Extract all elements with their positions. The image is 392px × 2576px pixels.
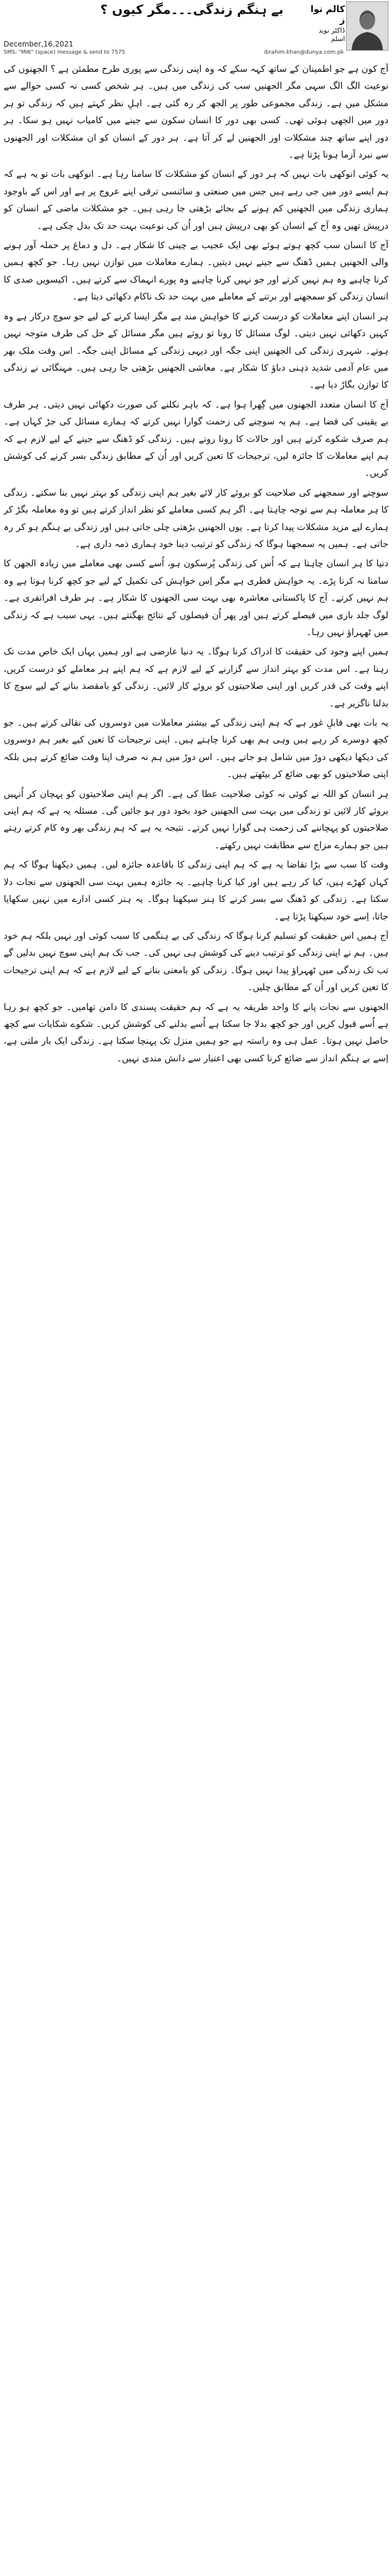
author-photo [346, 1, 388, 51]
article-paragraph: سوچنے اور سمجھنے کی صلاحیت کو بروئے کار لائے بغیر ہم اپنی زندگی کو بہتر نہیں بنا سکتے۔ زندگی کا ہر معاملہ ہم سے توجہ چاہتا ہے۔ اگر ہم کسی معاملے کو نظر انداز کرتے ہیں تو وہ معاملہ بگڑ کر ہمارے لیے مزید مشکلات پیدا کرتا ہے۔ یوں الجھنیں بڑھتی چلی جاتی ہیں اور زندگی بے ہنگم ہو کر رہ جاتی ہے۔ ہمیں یہ سمجھنا ہوگا کہ زندگی کو ترتیب دینا خود ہماری ذمہ داری ہے۔ [4, 487, 388, 549]
sms-instruction: SMS: "MIK" (space) message & send to 7575 [4, 50, 125, 56]
article-paragraph: آج ہمیں اس حقیقت کو تسلیم کرنا ہوگا کہ زندگی کی بے ہنگمی کا سبب کوئی اور نہیں بلکہ ہم خود ہیں۔ ہم نے اپنی زندگی کو ترتیب دینے کی کوشش ہی نہیں کی۔ جب تک ہم اپنی سوچ نہیں بدلیں گے تب تک زندگی میں ٹھہراؤ پیدا نہیں ہوگا۔ زندگی کو بامعنی بنانے کے لیے لازم ہے کہ ہم اپنی ترجیحات کا تعین کریں اور اُن کے مطابق چلیں۔ [4, 930, 388, 993]
column-name: کالم نوا ز [310, 4, 345, 25]
article-paragraph: دنیا کا ہر انسان چاہتا ہے کہ اُس کی زندگی پُرسکون ہو، اُسے کسی بھی معاملے میں زیادہ الجھن کا سامنا نہ کرنا پڑے۔ یہ خواہش فطری ہے مگر اِس خواہش کی تکمیل کے لیے جو کچھ کرنا ہوتا ہے وہ ہم نہیں کرتے۔ آج کا پاکستانی معاشرہ بھی بہت سی الجھنوں کا شکار ہے۔ ہر طرف افراتفری ہے۔ لوگ جلد بازی میں فیصلے کرتے ہیں اور پھر اُن فیصلوں کے نتائج بھگتتے ہیں۔ یہی سبب ہے کہ زندگی میں ٹھہراؤ نہیں رہا۔ [4, 558, 388, 638]
column-header [0, 0, 392, 58]
article-paragraph: یہ کوئی انوکھی بات نہیں کہ ہر دور کے انسان کو مشکلات کا سامنا رہا ہے۔ انوکھی بات تو یہ ہے کہ ہم ایسے دور میں جی رہے ہیں جس میں صنعتی و سائنسی ترقی اپنے عروج پر ہے اور اس کے باوجود ہماری زندگی میں الجھنیں کم ہونے کے بجائے بڑھتی جا رہی ہیں۔ جو مشکلات ماضی کے انسان کو درپیش تھیں وہ آج کے انسان کو بھی درپیش ہیں اور اُن کی نوعیت بہت حد تک بدل چکی ہے۔ [4, 168, 388, 231]
article-paragraph: یہ بات بھی قابلِ غور ہے کہ ہم اپنی زندگی کے بیشتر معاملات میں دوسروں کی نقالی کرتے ہیں۔ جو کچھ دوسرے کر رہے ہیں وہی ہم بھی کرنا چاہتے ہیں۔ اپنی ترجیحات کا تعین کیے بغیر ہم دوسروں کی دیکھا دیکھی دوڑ میں شامل ہو جاتے ہیں۔ اس دوڑ میں ہم نہ صرف اپنا وقت ضائع کرتے ہیں بلکہ اپنی صلاحیتوں کو بھی ضائع کر بیٹھتے ہیں۔ [4, 717, 388, 780]
article-paragraph: ہمیں اپنے وجود کی حقیقت کا ادراک کرنا ہوگا۔ یہ دنیا عارضی ہے اور ہمیں یہاں ایک خاص مدت تک رہنا ہے۔ اس مدت کو بہتر انداز سے گزارنے کے لیے لازم ہے کہ ہم اپنے ہر معاملے کو درست کریں، اپنے وقت کی قدر کریں اور اپنی صلاحیتوں کو بروئے کار لائیں۔ زندگی کو بامقصد بنانے کے لیے سوچ کا بدلنا ناگزیر ہے۔ [4, 646, 388, 709]
author-name: ڈاکٹر نوید اسلم [318, 27, 345, 43]
article-paragraph: آج کا انسان متعدد الجھنوں میں گِھرا ہوا ہے۔ کہ باہر نکلنے کی صورت دکھائی نہیں دیتی۔ ہر طرف بے یقینی کی فضا ہے۔ ہم یہ سوچنے کی زحمت گوارا نہیں کرتے کہ ہمارے مسائل کی جڑ کہاں ہے۔ ہم صرف شکوے کرتے ہیں اور حالات کا رونا روتے ہیں۔ زندگی کو ڈھنگ سے جینے کے لیے لازم ہے کہ ہم اپنے معاملات کا جائزہ لیں، ترجیحات کا تعین کریں اور اُن کے مطابق زندگی بسر کرنے کی کوشش کریں۔ [4, 398, 388, 479]
article-paragraph: آج کا انسان سب کچھ ہوتے ہوئے بھی ایک عجیب بے چینی کا شکار ہے۔ دل و دماغ پر حملہ آور ہونے والی الجھنیں ہمیں ڈھنگ سے جینے نہیں دیتیں۔ ہمارے معاملات میں توازن نہیں رہا۔ جو کچھ ہمیں کرنا چاہیے وہ ہم نہیں کرتے اور جو نہیں کرنا چاہیے وہ پورے انہماک سے کرتے ہیں۔ اکیسویں صدی کا انسان زندگی کو سمجھنے اور برتنے کے معاملے میں بہت حد تک ناکام دکھائی دیتا ہے۔ [4, 240, 388, 302]
column-headline: بے ہنگم زندگی۔۔۔مگر کیوں ؟ [100, 2, 283, 17]
article-paragraph: وقت کا سب سے بڑا تقاضا یہ ہے کہ ہم اپنی زندگی کا باقاعدہ جائزہ لیں۔ ہمیں دیکھنا ہوگا کہ ہم کہاں کھڑے ہیں، کیا کر رہے ہیں اور کیا کرنا چاہیے۔ یہ جائزہ ہمیں بہت سی الجھنوں سے نجات دلا سکتا ہے۔ زندگی کو ڈھنگ سے بسر کرنے کا ہنر سیکھنا ہوگا۔ یہ ہنر کسی ادارے میں نہیں سکھایا جاتا، اِسے خود سیکھنا پڑتا ہے۔ [4, 859, 388, 922]
author-email: ibrahim.khan@dunya.com.pk [264, 50, 344, 56]
article-paragraph: ہر انسان کو اللہ نے کوئی نہ کوئی صلاحیت عطا کی ہے۔ اگر ہم اپنی صلاحیتوں کو پہچان کر اُنہیں بروئے کار لائیں تو زندگی میں بہت سی الجھنیں خود بخود دور ہو جائیں گی۔ مسئلہ یہ ہے کہ ہم اپنی صلاحیتوں کو پہچاننے کی زحمت ہی گوارا نہیں کرتے۔ نتیجہ یہ ہے کہ ہم زندگی بھر وہ کام کرتے رہتے ہیں جو ہمارے مزاج سے مطابقت نہیں رکھتے۔ [4, 788, 388, 851]
article-paragraph: ہر انسان اپنے معاملات کو درست کرنے کا خواہش مند ہے مگر ایسا کرنے کے لیے جو سوچ درکار ہے وہ کہیں دکھائی نہیں دیتی۔ لوگ مسائل کا رونا تو روتے ہیں مگر مسائل کے حل کی طرف متوجہ نہیں ہوتے۔ شہری زندگی کی الجھنیں اپنی جگہ اور دیہی زندگی کے مسائل اپنی جگہ۔ اس وقت ملک بھر میں عام آدمی شدید ذہنی دباؤ کا شکار ہے۔ معاشی الجھنیں بڑھتی جا رہی ہیں۔ مہنگائی نے زندگی کا توازن بگاڑ دیا ہے۔ [4, 310, 388, 391]
author-portrait-icon [347, 2, 388, 50]
publish-date: December,16,2021 [4, 40, 74, 48]
column-brand [305, 4, 345, 43]
article-paragraph: الجھنوں سے نجات پانے کا واحد طریقہ یہ ہے کہ ہم حقیقت پسندی کا دامن تھامیں۔ جو کچھ ہو رہا ہے اُسے قبول کریں اور جو کچھ بدلا جا سکتا ہے اُسے بدلنے کی کوشش کریں۔ شکوے شکایات سے کچھ حاصل نہیں ہوتا۔ عمل ہی وہ راستہ ہے جو ہمیں منزل تک پہنچا سکتا ہے۔ زندگی ایک بار ملتی ہے، اِسے بے ہنگم انداز سے ضائع کرنا کسی بھی اعتبار سے دانش مندی نہیں۔ [4, 1001, 388, 1064]
article-body [4, 60, 388, 2572]
article-paragraph: آج کون ہے جو اطمینان کے ساتھ کہہ سکے کہ وہ اپنی زندگی سے پوری طرح مطمئن ہے ؟ الجھنوں کی نوعیت الگ الگ سہی مگر الجھنیں سب کی زندگی میں ہیں۔ ہر شخص کسی نہ کسی حوالے سے مشکل میں ہے۔ زندگی مجموعی طور پر الجھ کر رہ گئی ہے۔ اہلِ نظر کہتے ہیں کہ زندگی تو ہر دور میں الجھی ہوئی تھی۔ کسی بھی دور کا انسان سکون سے جینے میں کامیاب نہیں ہو سکا۔ ہر دور اپنے ساتھ چند مشکلات اور الجھنیں لے کر آتا ہے۔ ہر دور کے انسان کو ان مشکلات اور الجھنوں سے نبرد آزما ہونا پڑتا ہے۔ [4, 63, 388, 161]
